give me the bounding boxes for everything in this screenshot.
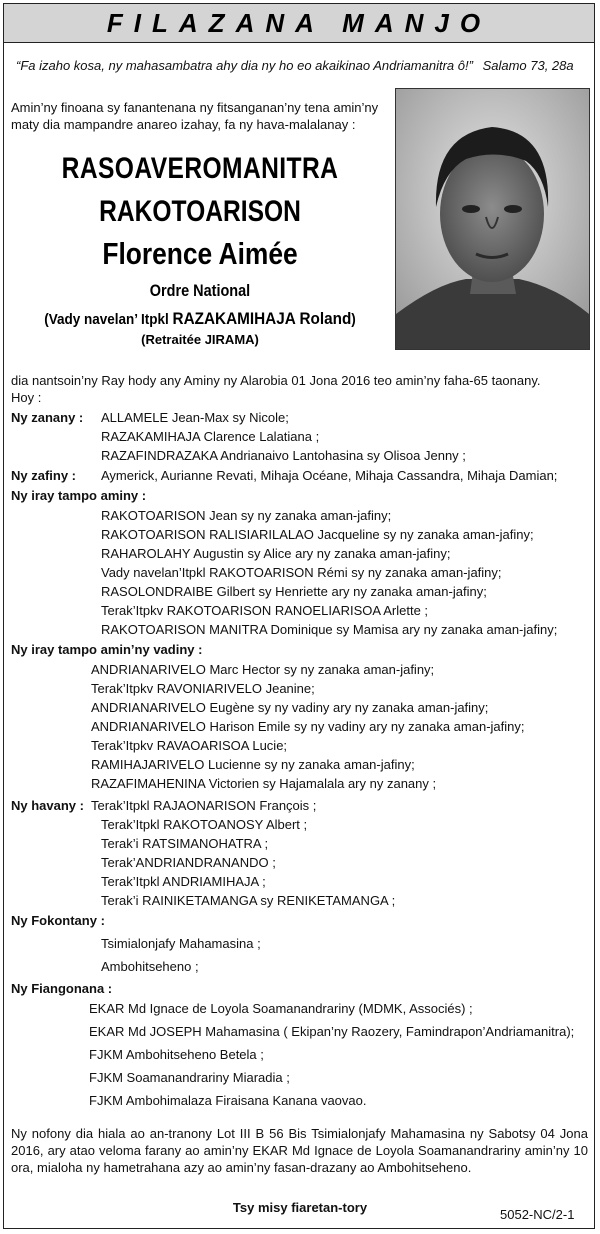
havany-label: Ny havany : (11, 798, 84, 813)
list-item: ANDRIANARIVELO Marc Hector sy ny zanaka aman-jafiny; (91, 662, 435, 677)
zanany-label: Ny zanany : (11, 410, 84, 425)
list-item: ANDRIANARIVELO Eugène sy ny vadiny ary ny zanaka aman-jafiny; (91, 700, 489, 715)
banner-title: FILAZANA MANJO (106, 8, 492, 38)
quote-reference: Salamo 73, 28a (482, 58, 574, 73)
closing-note: Tsy misy fiaretan-tory (232, 1200, 368, 1215)
deceased-portrait (395, 88, 590, 350)
list-item: Tsimialonjafy Mahamasina ; (101, 936, 261, 951)
list-item: RASOLONDRAIBE Gilbert sy Henriette ary ny zanaka aman-jafiny; (101, 584, 487, 599)
spouse-name: RAZAKAMIHAJA Roland (172, 309, 352, 328)
list-item: Terak’Itpkv RAVAOARISOA Lucie; (91, 738, 288, 753)
list-item: FJKM Ambohitseheno Betela ; (89, 1047, 264, 1062)
intro-line-2: maty dia mampandre anareo izahay, fa ny hava-malalanay : (11, 117, 356, 132)
zafiny-list: Aymerick, Aurianne Revati, Mihaja Océane, Mihaja Cassandra, Mihaja Damian; (101, 468, 558, 483)
reference-code: 5052-NC/2-1 (500, 1207, 575, 1222)
list-item: RAKOTOARISON Jean sy ny zanaka aman-jafiny; (101, 508, 392, 523)
notice-banner (4, 4, 594, 43)
zafiny-label: Ny zafiny : (11, 468, 77, 483)
list-item: RAZAKAMIHAJA Clarence Lalatiana ; (101, 429, 320, 444)
list-item: EKAR Md JOSEPH Mahamasina ( Ekipan’ny Raozery, Famindrapon’Andriamanitra); (89, 1024, 575, 1039)
list-item: RAZAFIMAHENINA Victorien sy Hajamalala ary ny zanany ; (91, 776, 437, 791)
fokontany-label: Ny Fokontany : (11, 913, 105, 928)
deceased-occupation: (Retraitée JIRAMA) (141, 332, 259, 347)
spouse-suffix: ) (351, 311, 356, 328)
deceased-name-line-1: RASOAVEROMANITRA (61, 152, 339, 185)
portrait-image (396, 89, 589, 349)
list-item: RAMIHAJARIVELO Lucienne sy ny zanaka aman-jafiny; (91, 757, 415, 772)
list-item: ANDRIANARIVELO Harison Emile sy ny vadiny ary ny zanaka aman-jafiny; (91, 719, 525, 734)
list-item: Terak’ANDRIANDRANANDO ; (101, 855, 276, 870)
deceased-spouse (29, 309, 371, 329)
deceased-first-names: Florence Aimée (102, 236, 298, 271)
death-announcement: dia nantsoin’ny Ray hody any Aminy ny Alarobia 01 Jona 2016 teo amin’ny faha-65 taonany. (11, 373, 541, 388)
list-item: FJKM Soamanandrariny Miaradia ; (89, 1070, 290, 1085)
list-item: Terak’Itpkl ANDRIAMIHAJA ; (101, 874, 266, 889)
list-item: EKAR Md Ignace de Loyola Soamanandrariny (MDMK, Associés) ; (89, 1001, 473, 1016)
intro-line-1: Amin’ny finoana sy fanantenana ny fitsanganan’ny tena amin’ny (11, 100, 379, 115)
list-item: Terak’Itpkl RAJAONARISON François ; (91, 798, 317, 813)
list-item: Terak’i RAINIKETAMANGA sy RENIKETAMANGA ; (101, 893, 396, 908)
funeral-details: Ny nofony dia hiala ao an-tranony Lot III B 56 Bis Tsimialonjafy Mahamasina ny Sabotsy 04 Jona 2016, ary atao veloma farany ao amin’ny EKAR Md Ignace de Loyola Soamanandrariny amin’ny 10 ora, mialoha ny hametrahana azy ao amin’ny fasan-drazany ao Ambohitseheno. (11, 1126, 588, 1175)
list-item: RAHAROLAHY Augustin sy Alice ary ny zanaka aman-jafiny; (101, 546, 451, 561)
list-item: Terak’Itpkv RAKOTOARISON RANOELIARISOA Arlette ; (101, 603, 429, 618)
list-item: Terak’i RATSIMANOHATRA ; (101, 836, 269, 851)
fiangonana-label: Ny Fiangonana : (11, 981, 113, 996)
deceased-honor: Ordre National (149, 281, 251, 300)
bible-quote (16, 57, 574, 74)
list-item: Ambohitseheno ; (101, 959, 199, 974)
quote-text: “Fa izaho kosa, ny mahasambatra ahy dia ny ho eo akaikinao Andriamanitra ô!” (16, 58, 473, 73)
list-item: RAKOTOARISON RALISIARILALAO Jacqueline sy ny zanaka aman-jafiny; (101, 527, 534, 542)
hoy-label: Hoy : (11, 390, 42, 405)
list-item: Terak’Itpkv RAVONIARIVELO Jeanine; (91, 681, 315, 696)
spouse-prefix: (Vady navelan’ Itpkl (44, 311, 169, 328)
list-item: ALLAMELE Jean-Max sy Nicole; (101, 410, 289, 425)
iray-tampo-aminy-label: Ny iray tampo aminy : (11, 488, 147, 503)
list-item: RAZAFINDRAZAKA Andrianaivo Lantohasina sy Olisoa Jenny ; (101, 448, 466, 463)
list-item: FJKM Ambohimalaza Firaisana Kanana vaovao. (89, 1093, 367, 1108)
list-item: Vady navelan’Itpkl RAKOTOARISON Rémi sy ny zanaka aman-jafiny; (101, 565, 502, 580)
list-item: Terak’Itpkl RAKOTOANOSY Albert ; (101, 817, 308, 832)
iray-tampo-vadiny-label: Ny iray tampo amin’ny vadiny : (11, 642, 203, 657)
list-item: RAKOTOARISON MANITRA Dominique sy Mamisa ary ny zanaka aman-jafiny; (101, 622, 558, 637)
deceased-name-line-2: RAKOTOARISON (99, 195, 301, 228)
